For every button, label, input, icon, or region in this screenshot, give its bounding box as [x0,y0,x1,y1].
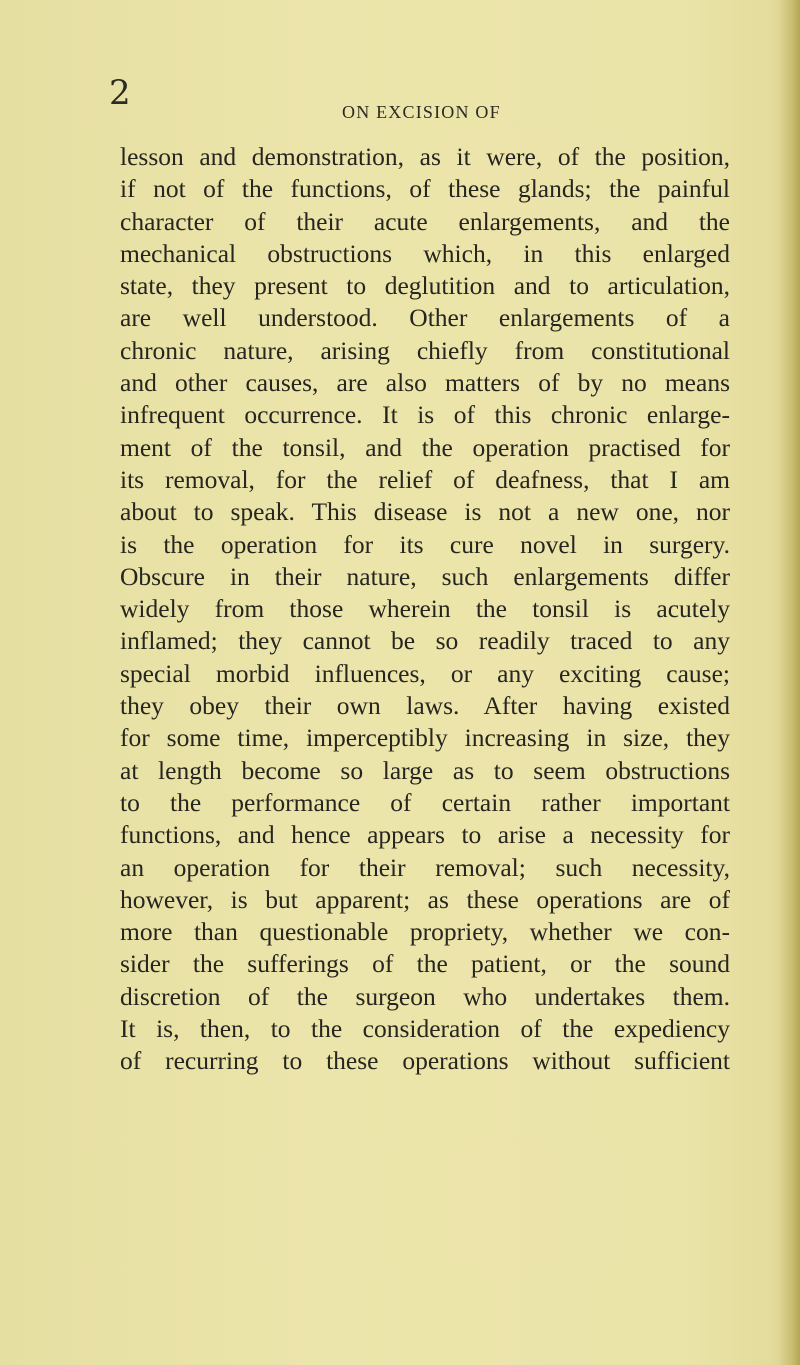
text-line: sider the sufferings of the patient, or the sound [120,949,730,979]
text-line: infrequent occurrence. It is of this chronic enlarge- [120,400,730,430]
text-line: they obey their own laws. After having existed [120,691,730,721]
running-title: ON EXCISION OF [342,102,501,122]
text-line: functions, and hence appears to arise a necessity for [120,820,730,850]
text-line: discretion of the surgeon who undertakes them. [120,981,730,1011]
text-line: however, is but apparent; as these operations are of [120,884,730,914]
text-line: Obscure in their nature, such enlargements differ [120,561,730,591]
text-line: is the operation for its cure novel in surgery. [120,529,730,559]
text-line: to the performance of certain rather important [120,787,730,817]
text-line: chronic nature, arising chiefly from constitutional [120,335,730,365]
text-line: more than questionable propriety, whether we con- [120,917,730,947]
page-edge-shadow [778,0,800,1365]
text-line: are well understood. Other enlargements of a [120,303,730,333]
text-line: of recurring to these operations without sufficient [120,1046,730,1076]
text-line: and other causes, are also matters of by no means [120,368,730,398]
body-text [120,141,730,1078]
text-line: at length become so large as to seem obstructions [120,755,730,785]
text-line: state, they present to deglutition and to articulation, [120,271,730,301]
text-line: an operation for their removal; such necessity, [120,852,730,882]
text-line: about to speak. This disease is not a new one, nor [120,497,730,527]
text-line: character of their acute enlargements, and the [120,206,730,236]
text-line: special morbid influences, or any exciting cause; [120,658,730,688]
page-number: 2 [109,73,131,113]
text-line: its removal, for the relief of deafness, that I am [120,464,730,494]
text-line: ment of the tonsil, and the operation practised for [120,432,730,462]
text-line: widely from those wherein the tonsil is acutely [120,594,730,624]
text-line: inflamed; they cannot be so readily traced to any [120,626,730,656]
text-line: lesson and demonstration, as it were, of the position, [120,142,730,171]
text-line: It is, then, to the consideration of the expediency [120,1014,730,1044]
text-line: for some time, imperceptibly increasing in size, they [120,723,730,753]
text-line: mechanical obstructions which, in this enlarged [120,238,730,268]
text-line: if not of the functions, of these glands; the painful [120,174,730,204]
